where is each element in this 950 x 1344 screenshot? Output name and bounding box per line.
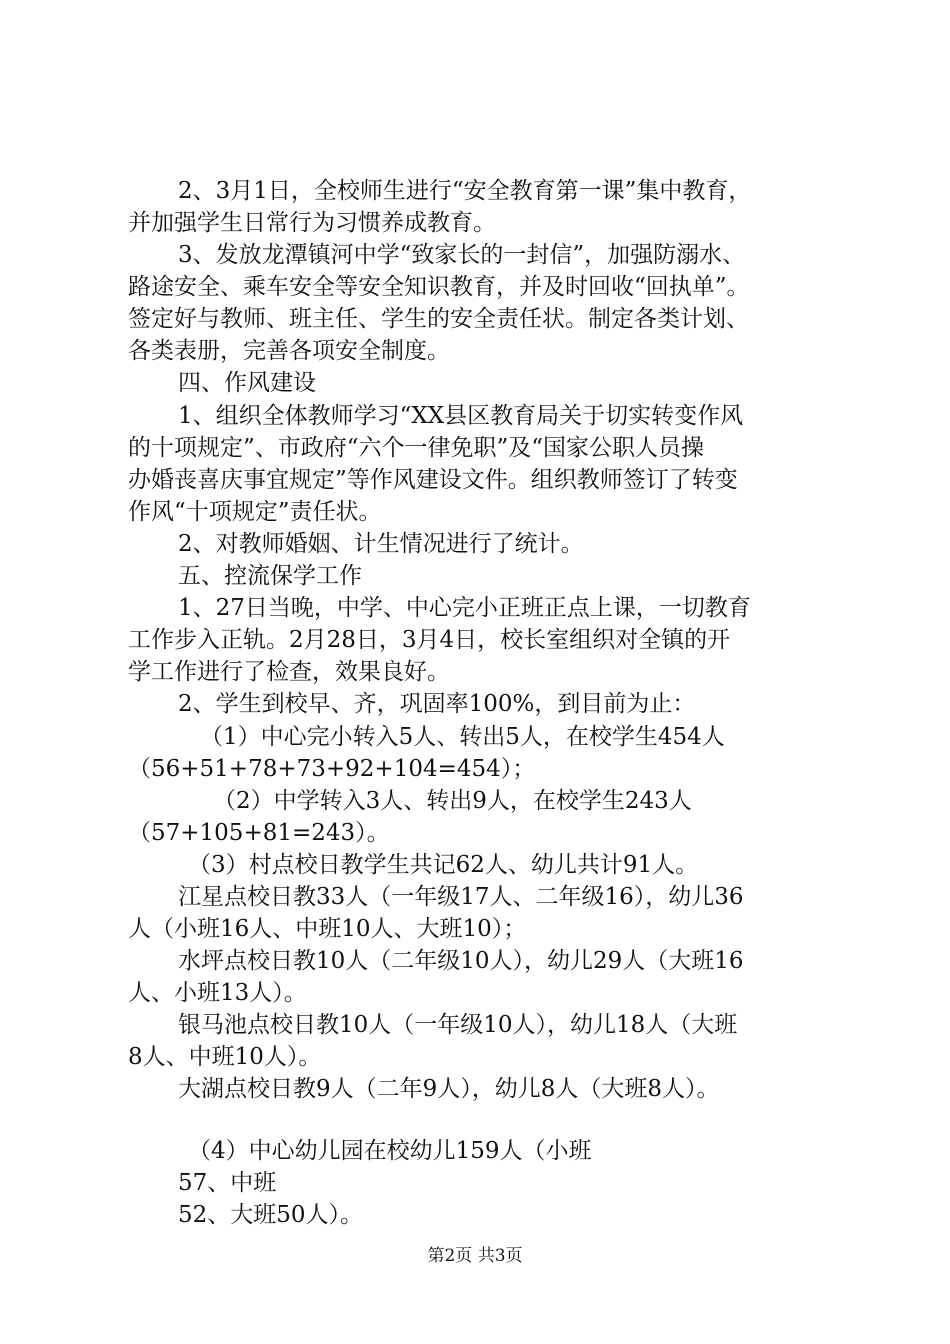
paragraph-line: 作风“十项规定”责任状。 xyxy=(128,499,382,525)
paragraph-line: （3）村点校日教学生共记62人、幼儿共计91人。 xyxy=(188,852,699,878)
page-footer: 第2页 共3页 xyxy=(427,1246,523,1266)
paragraph-line: 水坪点校日教10人（二年级10人），幼儿29人（大班16 xyxy=(178,948,744,974)
paragraph-line: 2、3月1日，全校师生进行“安全教育第一课”集中教育， xyxy=(178,178,752,204)
paragraph-line: （1）中心完小转入5人、转出5人，在校学生454人 xyxy=(200,724,725,750)
paragraph-line: 签定好与教师、班主任、学生的安全责任状。制定各类计划、 xyxy=(128,306,749,332)
paragraph-line: （4）中心幼儿园在校幼儿159人（小班 xyxy=(188,1138,592,1164)
paragraph-line: 路途安全、乘车安全等安全知识教育，并及时回收“回执单”。 xyxy=(128,274,750,300)
paragraph-line: 1、27日当晚，中学、中心完小正班正点上课，一切教育 xyxy=(178,595,751,621)
paragraph-line: 人、小班13人）。 xyxy=(128,980,307,1006)
paragraph-line: 工作步入正轨。2月28日，3月4日，校长室组织对全镇的开 xyxy=(128,627,731,653)
paragraph-line: （56+51+78+73+92+104=454）； xyxy=(128,756,536,782)
paragraph-line: 学工作进行了检查，效果良好。 xyxy=(128,659,450,685)
paragraph-line: 52、大班50人）。 xyxy=(178,1202,364,1228)
paragraph-line: 1、组织全体教师学习“XX县区教育局关于切实转变作风 xyxy=(178,403,744,429)
paragraph-line: 8人、中班10人）。 xyxy=(128,1044,322,1070)
paragraph-line: 办婚丧喜庆事宜规定”等作风建设文件。组织教师签订了转变 xyxy=(128,467,738,493)
paragraph-line: 并加强学生日常行为习惯养成教育。 xyxy=(128,210,496,236)
section-heading: 五、控流保学工作 xyxy=(178,563,362,589)
paragraph-line: 银马池点校日教10人（一年级10人），幼儿18人（大班 xyxy=(178,1012,738,1038)
paragraph-line: （57+105+81=243）。 xyxy=(128,820,390,846)
paragraph-line: 江星点校日教33人（一年级17人、二年级16），幼儿36 xyxy=(178,884,744,910)
paragraph-line: 各类表册，完善各项安全制度。 xyxy=(128,338,450,364)
section-heading: 四、作风建设 xyxy=(178,370,316,396)
paragraph-line: 人（小班16人、中班10人、大班10）； xyxy=(128,916,527,942)
paragraph-line: 3、发放龙潭镇河中学“致家长的一封信”，加强防溺水、 xyxy=(178,242,746,268)
paragraph-line: 2、学生到校早、齐，巩固率100%，到目前为止： xyxy=(178,691,696,717)
paragraph-line: 2、对教师婚姻、计生情况进行了统计。 xyxy=(178,531,584,557)
paragraph-line: 大湖点校日教9人（二年9人），幼儿8人（大班8人）。 xyxy=(178,1076,720,1102)
paragraph-line: 的十项规定”、市政府“六个一律免职”及“国家公职人员操 xyxy=(128,435,705,461)
paragraph-line: （2）中学转入3人、转出9人，在校学生243人 xyxy=(213,788,692,814)
paragraph-line: 57、中班 xyxy=(178,1170,277,1196)
